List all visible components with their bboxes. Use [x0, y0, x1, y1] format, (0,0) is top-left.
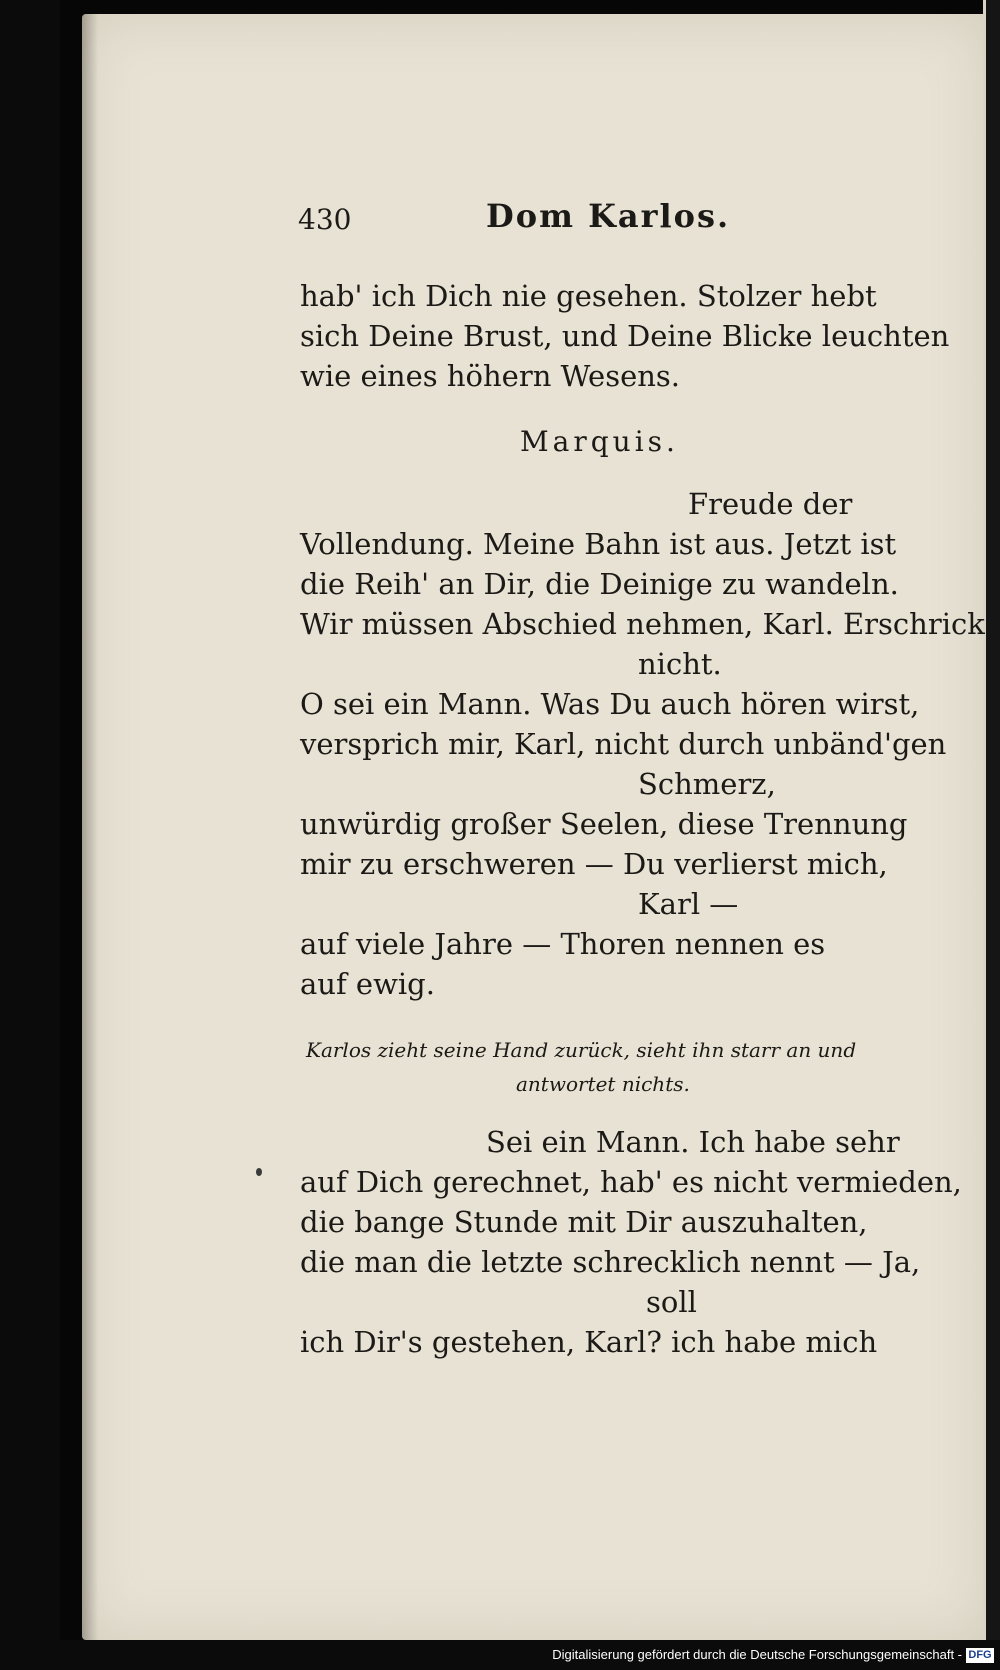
running-title: Dom Karlos. [486, 197, 731, 235]
verse-line: unwürdig großer Seelen, diese Trennung [300, 807, 908, 841]
verse-line: Schmerz, [638, 767, 776, 801]
verse-line: O sei ein Mann. Was Du auch hören wirst, [300, 687, 920, 721]
verse-line: die bange Stunde mit Dir auszuhalten, [300, 1205, 868, 1239]
verse-line: Wir müssen Abschied nehmen, Karl. Erschrick [300, 607, 985, 641]
verse-line: Sei ein Mann. Ich habe sehr [486, 1125, 900, 1159]
verse-line: Freude der [688, 487, 853, 521]
text-line: sich Deine Brust, und Deine Blicke leuchten [300, 319, 950, 353]
verse-line: auf viele Jahre — Thoren nennen es [300, 927, 826, 961]
dfg-logo-icon: DFG [966, 1648, 994, 1663]
verse-line: die Reih' an Dir, die Deinige zu wandeln. [300, 567, 899, 601]
page-right-edge [983, 0, 1000, 1640]
digitization-credit: Digitalisierung gefördert durch die Deutsche Forschungsgemeinschaft - [552, 1647, 962, 1662]
stage-direction-line: Karlos zieht seine Hand zurück, sieht ihn starr an und [306, 1038, 857, 1062]
text-line: wie eines höhern Wesens. [300, 359, 681, 393]
page-number: 430 [298, 203, 352, 236]
verse-line: Vollendung. Meine Bahn ist aus. Jetzt ist [300, 527, 897, 561]
verse-line: nicht. [638, 647, 722, 681]
stage-direction-line: antwortet nichts. [516, 1072, 690, 1096]
verse-line: versprich mir, Karl, nicht durch unbänd'gen [300, 727, 947, 761]
verse-line: mir zu erschweren — Du verlierst mich, [300, 847, 888, 881]
verse-line: auf ewig. [300, 967, 435, 1001]
verse-line: auf Dich gerechnet, hab' es nicht vermieden, [300, 1165, 962, 1199]
ink-speck [256, 1168, 262, 1176]
text-line: hab' ich Dich nie gesehen. Stolzer hebt [300, 279, 877, 313]
page-gutter-shadow [82, 14, 98, 1640]
verse-line: soll [646, 1285, 697, 1319]
speaker-name: Marquis. [520, 425, 679, 458]
verse-line: ich Dir's gestehen, Karl? ich habe mich [300, 1325, 878, 1359]
verse-line: Karl — [638, 887, 739, 921]
verse-line: die man die letzte schrecklich nennt — Ja, [300, 1245, 921, 1279]
